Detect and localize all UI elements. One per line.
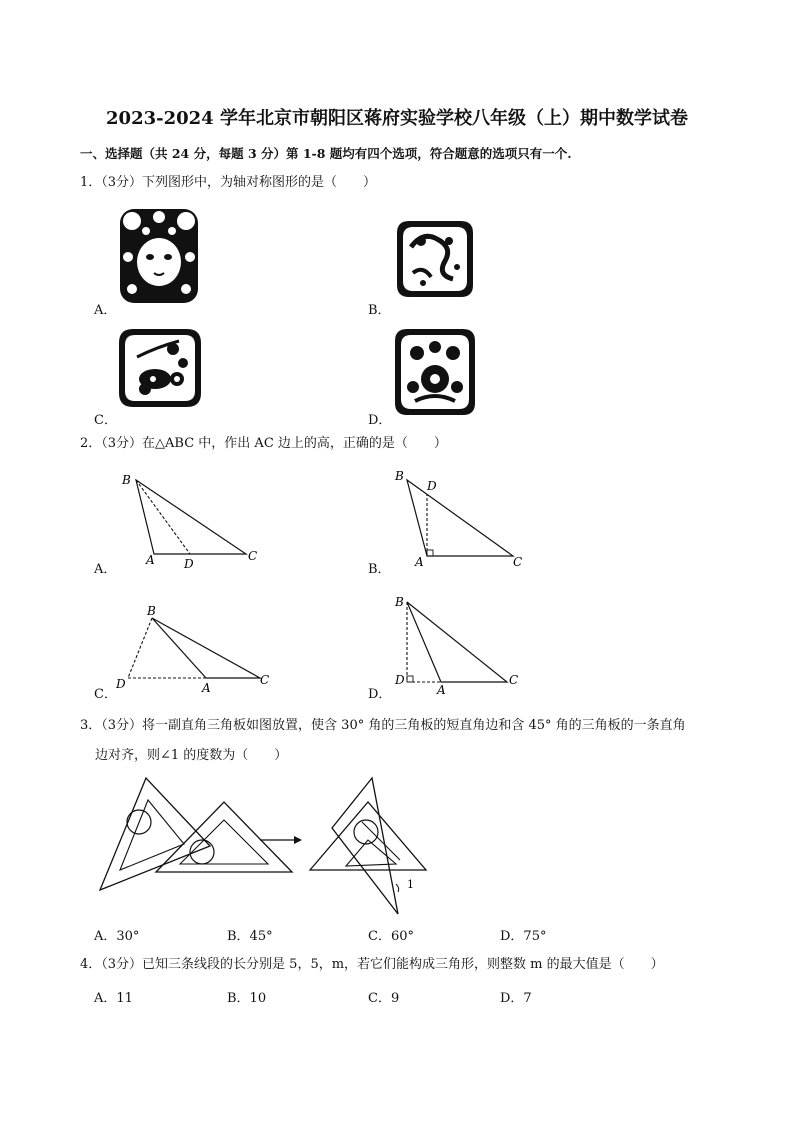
q2-triangle-a-figure [110,466,270,576]
question-3-stem-line1: 3．（3分）将一副直角三角板如图放置，使含 30° 角的三角板的短直角边和含 45° 角的三角板的一条直角 [80,718,686,733]
question-1-stem: 1．（3分）下列图形中，为轴对称图形的是（ ） [80,175,377,190]
q3-option-b: B．45° [227,929,273,944]
papercut-flower-image [117,327,203,409]
label-d: D [184,557,194,571]
page-title: 2023-2024 学年北京市朝阳区蒋府实验学校八年级（上）期中数学试卷 [106,108,688,129]
q2-option-d: D． [368,687,392,702]
label-c: C [509,673,519,687]
papercut-floral-vase-image [393,327,477,417]
q2-option-b: B． [368,562,391,577]
papercut-opera-mask-image [118,207,200,305]
q4-option-a: A．11 [94,991,133,1006]
q4-option-b: B．10 [227,991,267,1006]
q2-triangle-d-figure [385,590,535,700]
label-c: C [248,549,258,563]
angle-1-label: 1 [407,878,414,891]
q2-option-c: C． [94,687,117,702]
q1-option-c: C． [94,413,117,428]
q1-option-d: D． [368,413,392,428]
q2-triangle-b-figure [385,464,545,574]
q4-option-c: C．9 [368,991,400,1006]
q3-option-d: D．75° [500,929,547,944]
label-b: B [147,604,156,618]
q1-option-a: A． [94,303,117,318]
label-d: D [116,677,126,691]
label-d: D [395,673,405,687]
label-a: A [202,681,211,695]
q3-set-squares-figure [96,776,436,916]
label-c: C [260,673,270,687]
label-c: C [513,555,523,569]
label-d: D [427,479,437,493]
q3-option-a: A．30° [94,929,140,944]
q2-triangle-c-figure [110,600,280,700]
label-b: B [395,469,404,483]
label-b: B [395,595,404,609]
question-3-stem-line2: 边对齐，则∠1 的度数为（ ） [95,748,288,763]
q2-option-a: A． [94,562,117,577]
question-4-stem: 4．（3分）已知三条线段的长分别是 5，5，m，若它们能构成三角形，则整数 m 的最大值是（ ） [80,957,664,972]
q4-option-d: D．7 [500,991,532,1006]
papercut-dragon-image [393,217,477,301]
question-2-stem: 2．（3分）在△ABC 中，作出 AC 边上的高，正确的是（ ） [80,436,447,451]
q3-option-c: C．60° [368,929,414,944]
label-a: A [437,683,446,697]
section-heading: 一、选择题（共 24 分，每题 3 分）第 1-8 题均有四个选项，符合题意的选项只有一个. [80,146,572,161]
label-b: B [122,473,131,487]
label-a: A [415,555,424,569]
label-a: A [146,553,155,567]
q1-option-b: B． [368,303,391,318]
